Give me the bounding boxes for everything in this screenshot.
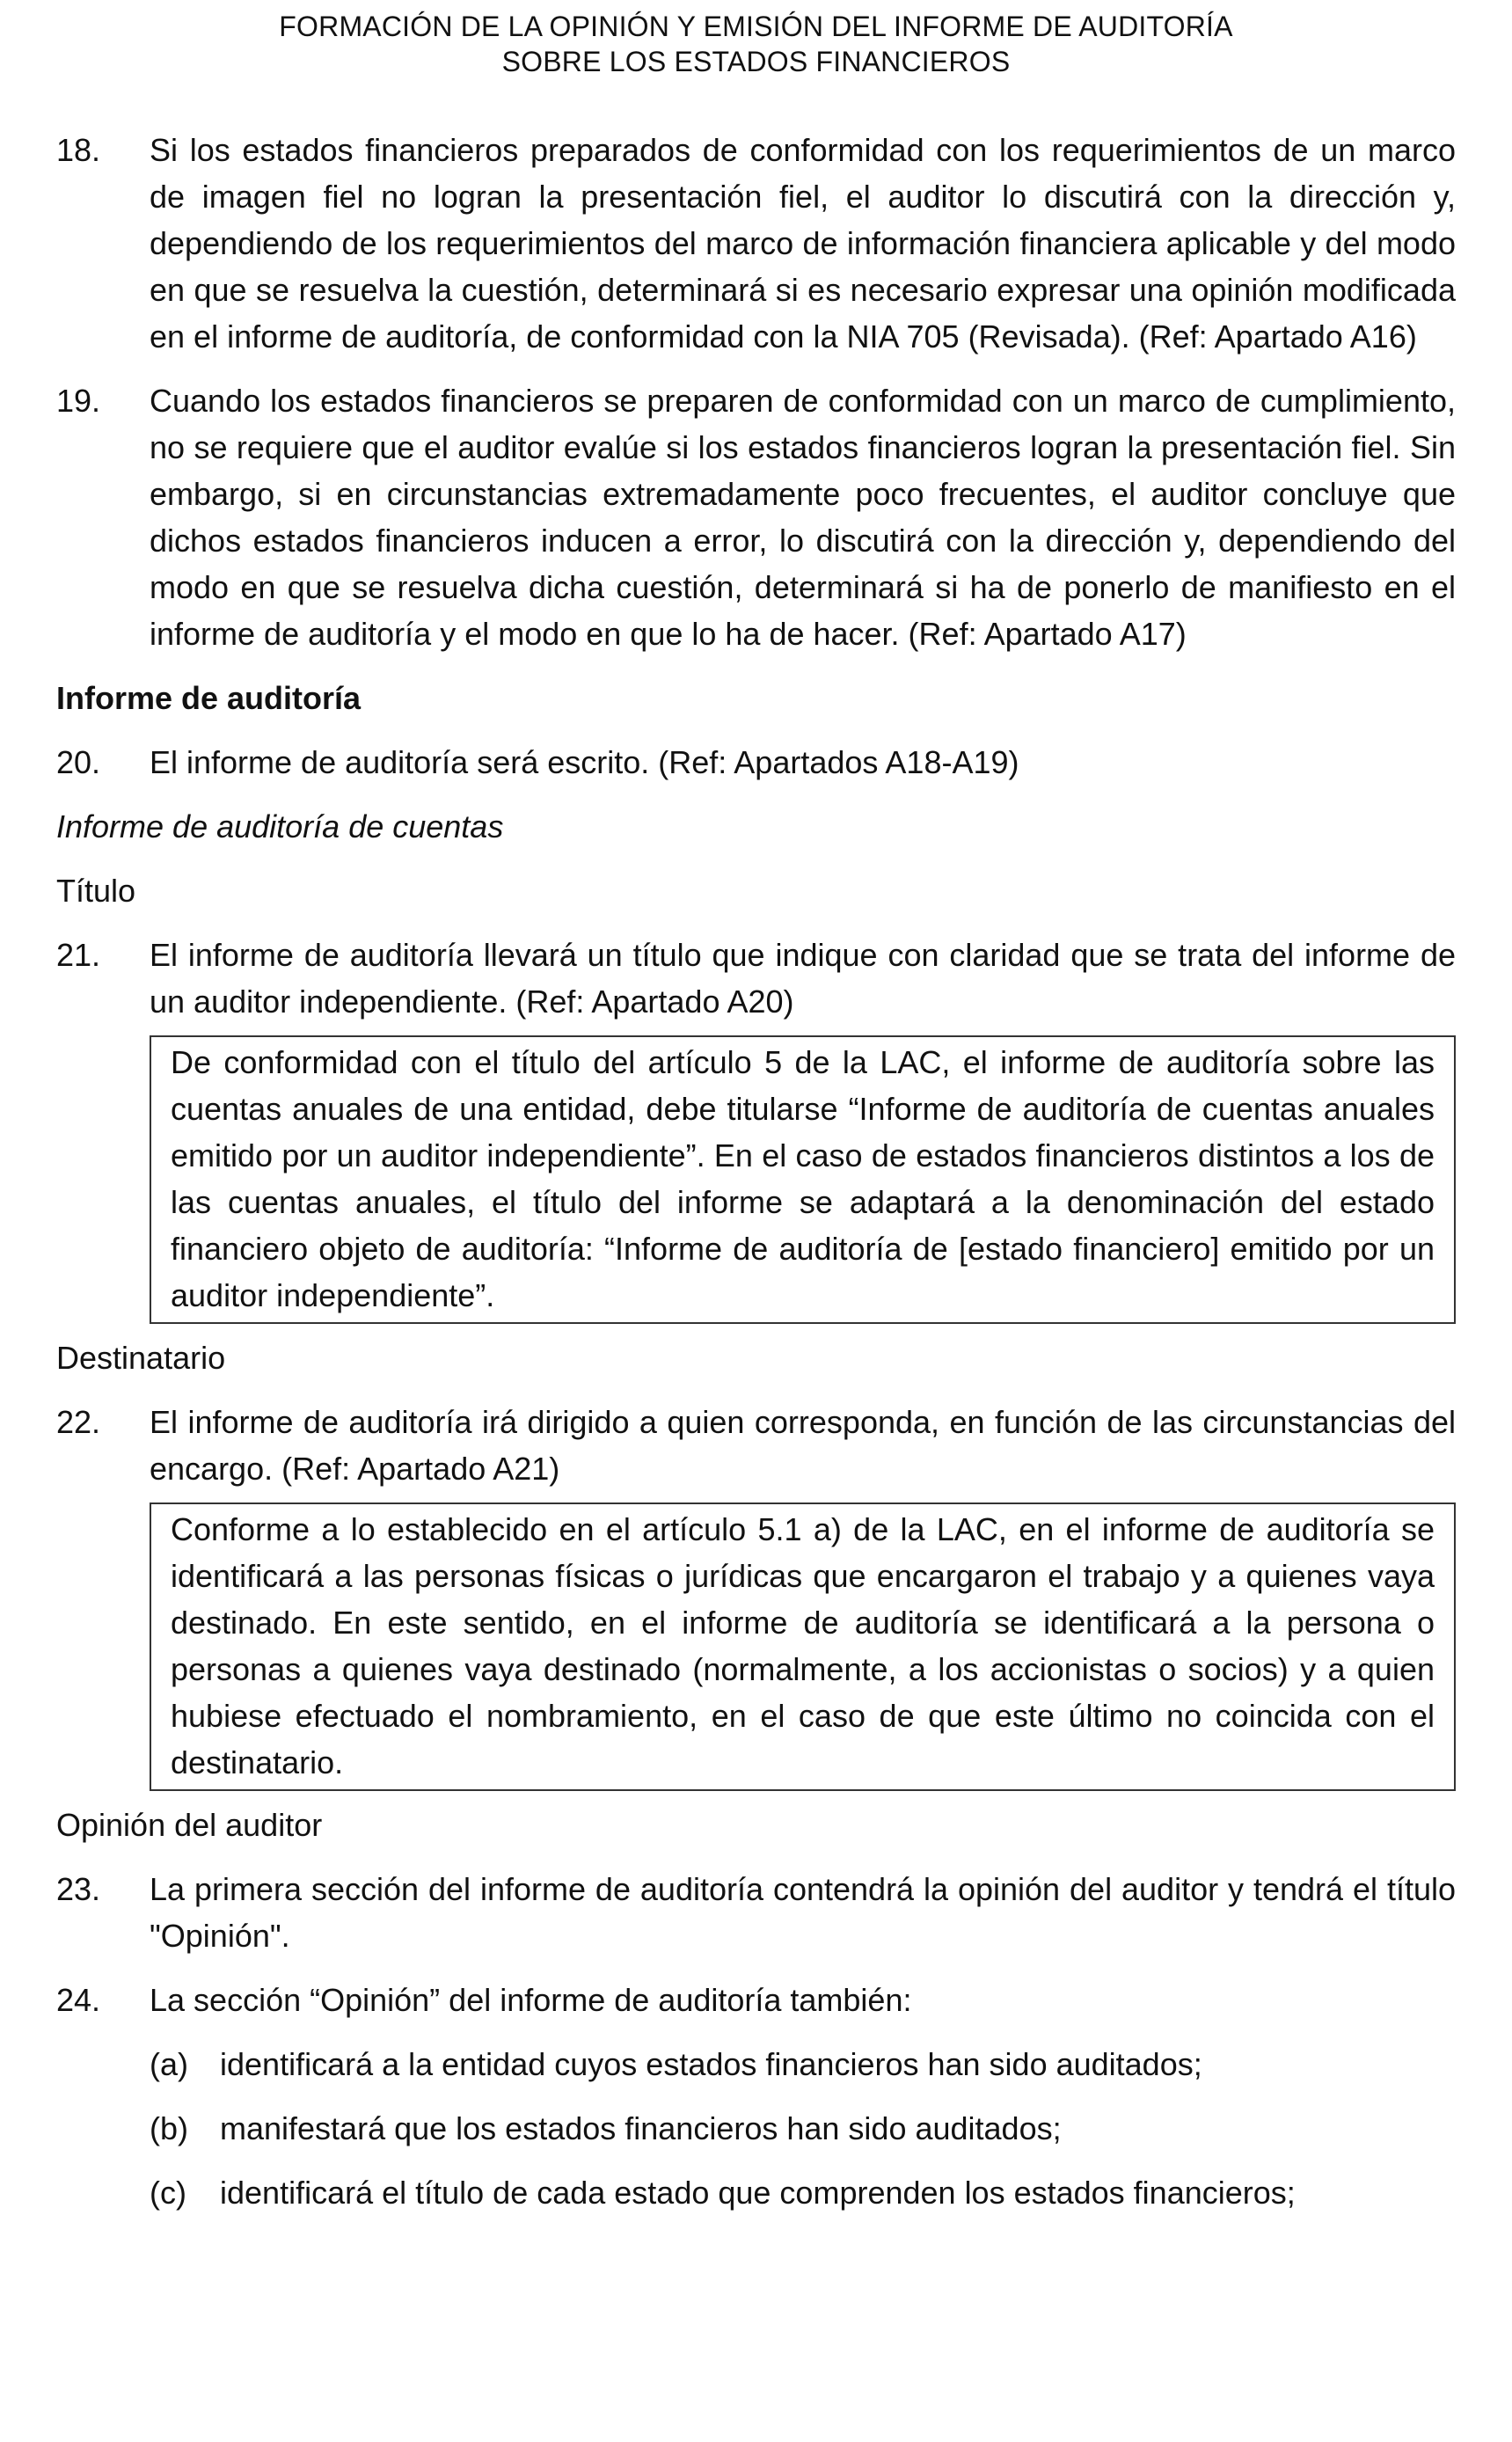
paragraph-number: 24. [56, 1982, 101, 2018]
paragraph-22 [56, 1399, 1456, 1492]
paragraph-text: El informe de auditoría será escrito. (Ref: Apartados A18-A19) [150, 744, 1019, 780]
list-item-label: (a) [150, 2046, 188, 2082]
paragraph-number: 19. [56, 383, 101, 419]
paragraph-text: Cuando los estados financieros se preparen de conformidad con un marco de cumplimiento, no se requiere que el auditor evalúe si los estados financieros logran la presentación fiel. Sin embargo, si en circunstancias extremadamente poco frecuentes, el auditor concluye que dichos estados financieros inducen a error, lo discutirá con la dirección y, dependiendo del modo en que se resuelva dicha cuestión, determinará si ha de ponerlo de manifiesto en el informe de auditoría y el modo en que lo ha de hacer. (Ref: Apartado A17) [150, 383, 1456, 652]
header-line-1: FORMACIÓN DE LA OPINIÓN Y EMISIÓN DEL INFORME DE AUDITORÍA [279, 11, 1233, 42]
paragraph-23 [56, 1866, 1456, 1959]
list-item-text: manifestará que los estados financieros han sido auditados; [220, 2110, 1062, 2146]
paragraph-number: 21. [56, 937, 101, 973]
list-item-text: identificará a la entidad cuyos estados financieros han sido auditados; [220, 2046, 1202, 2082]
page-header [0, 9, 1512, 79]
paragraph-24 [56, 1977, 1456, 2023]
paragraph-21 [56, 932, 1456, 1025]
paragraph-number: 23. [56, 1871, 101, 1907]
header-line-2: SOBRE LOS ESTADOS FINANCIEROS [501, 46, 1011, 77]
paragraph-text: El informe de auditoría irá dirigido a quien corresponda, en función de las circunstancias del encargo. (Ref: Apartado A21) [150, 1404, 1456, 1487]
section-heading-informe: Informe de auditoría [56, 680, 362, 716]
subsection-heading-cuentas: Informe de auditoría de cuentas [56, 808, 504, 844]
list-item-c [150, 2169, 1456, 2216]
list-item-b [150, 2105, 1456, 2152]
note-box-titulo: De conformidad con el título del artículo 5 de la LAC, el informe de auditoría sobre las cuentas anuales de una entidad, debe titularse “Informe de auditoría de cuentas anuales emitido por un auditor independiente”. En el caso de estados financieros distintos a los de las cuentas anuales, el título del informe se adaptará a la denominación del estado financiero objeto de auditoría: “Informe de auditoría de [estado financiero] emitido por un auditor independiente”. [150, 1035, 1456, 1324]
paragraph-20 [56, 739, 1456, 786]
document-body [56, 127, 1456, 2234]
list-item-label: (c) [150, 2175, 186, 2211]
paragraph-number: 18. [56, 132, 101, 168]
paragraph-text: La sección “Opinión” del informe de auditoría también: [150, 1982, 912, 2018]
paragraph-number: 22. [56, 1404, 101, 1440]
paragraph-text: El informe de auditoría llevará un título que indique con claridad que se trata del informe de un auditor independiente. (Ref: Apartado A20) [150, 937, 1456, 1020]
list-item-label: (b) [150, 2110, 188, 2146]
list-item-a [150, 2041, 1456, 2087]
subsection-heading-destinatario: Destinatario [56, 1340, 226, 1376]
note-box-destinatario: Conforme a lo establecido en el artículo 5.1 a) de la LAC, en el informe de auditoría se identificará a las personas físicas o jurídicas que encargaron el trabajo y a quienes vaya destinado. En este sentido, en el informe de auditoría se identificará a la persona o personas a quienes vaya destinado (normalmente, a los accionistas o socios) y a quien hubiese efectuado el nombramiento, en el caso de que este último no coincida con el destinatario. [150, 1502, 1456, 1791]
paragraph-text: La primera sección del informe de auditoría contendrá la opinión del auditor y tendrá el título "Opinión". [150, 1871, 1456, 1954]
paragraph-text: Si los estados financieros preparados de conformidad con los requerimientos de un marco de imagen fiel no logran la presentación fiel, el auditor lo discutirá con la dirección y, dependiendo de los requerimientos del marco de información financiera aplicable y del modo en que se resuelva la cuestión, determinará si es necesario expresar una opinión modificada en el informe de auditoría, de conformidad con la NIA 705 (Revisada). (Ref: Apartado A16) [150, 132, 1456, 355]
paragraph-18 [56, 127, 1456, 360]
paragraph-number: 20. [56, 744, 101, 780]
subsection-heading-titulo: Título [56, 873, 136, 909]
paragraph-19 [56, 377, 1456, 657]
list-item-text: identificará el título de cada estado que comprenden los estados financieros; [220, 2175, 1296, 2211]
subsection-heading-opinion: Opinión del auditor [56, 1807, 323, 1843]
